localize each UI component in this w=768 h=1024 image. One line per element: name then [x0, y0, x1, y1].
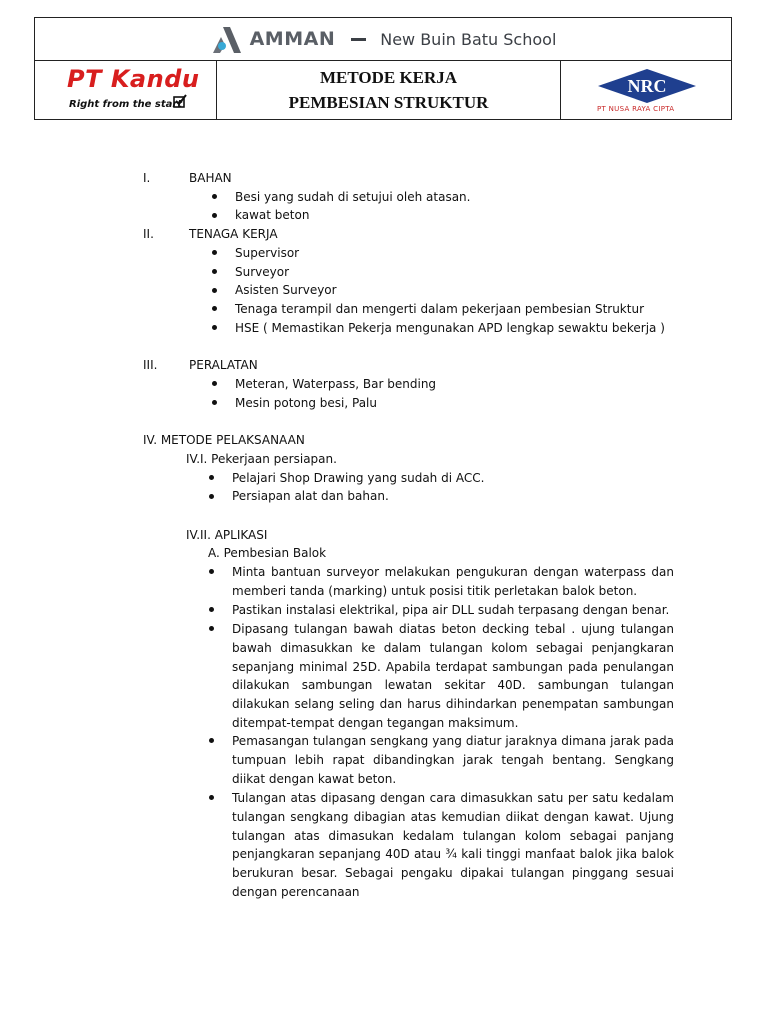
bullet-icon: [212, 194, 217, 199]
bullet-icon: [212, 306, 217, 311]
nrc-logo-icon: [598, 67, 696, 105]
section-title-peralatan: PERALATAN: [189, 358, 258, 372]
document-title-cell: [217, 61, 561, 119]
section-title-metode: IV. METODE PELAKSANAAN: [143, 433, 305, 447]
bullet-icon: [209, 795, 214, 800]
amman-wordmark: AMMAN: [249, 28, 336, 50]
section-number: III.: [143, 358, 158, 372]
section-number: I.: [143, 171, 151, 185]
list-item: Meteran, Waterpass, Bar bending: [235, 377, 437, 391]
nrc-logo-cell: [561, 61, 733, 119]
section-title-bahan: BAHAN: [189, 171, 232, 185]
bullet-icon: [209, 607, 214, 612]
amman-logo-icon: [210, 23, 244, 55]
kandu-logo-text: PT Kandu: [67, 65, 200, 93]
bullet-icon: [212, 325, 217, 330]
banner-dash: [351, 38, 366, 41]
checkbox-check-icon: [173, 94, 187, 108]
list-item: Surveyor: [235, 265, 290, 279]
list-item: Minta bantuan surveyor melakukan pengukuran dengan waterpass dan memberi tanda (marking) untuk posisi titik perletakan balok beton.: [232, 565, 674, 598]
list-item: Supervisor: [235, 246, 300, 260]
document-title-line1: METODE KERJA: [319, 68, 458, 87]
section-number: II.: [143, 227, 154, 241]
list-item: Mesin potong besi, Palu: [235, 396, 377, 410]
bullet-icon: [212, 269, 217, 274]
list-item: Persiapan alat dan bahan.: [232, 489, 389, 503]
list-item: Besi yang sudah di setujui oleh atasan.: [235, 190, 471, 204]
list-item: Asisten Surveyor: [235, 283, 337, 297]
list-item: Dipasang tulangan bawah diatas beton decking tebal . ujung tulangan bawah dimasukkan ke dalam tulangan kolom sebagai penjangkaran sepanjang minimal 25D. Apabila terdapat sambungan pada penulangan dilakukan sambungan lewatan sekitar 40D. sambungan tulangan dilakukan selang seling dan harus dihindarkan penempatan sambungan ditempat-tempat dengan tegangan maksimum.: [232, 622, 674, 730]
bullet-icon: [212, 381, 217, 386]
document-header: [34, 17, 732, 120]
list-item: Pemasangan tulangan sengkang yang diatur jaraknya dimana jarak pada tumpuan lebih rapat dibandingkan jarak tengah bentang. Sengkang diikat dengan kawat beton.: [232, 734, 674, 786]
project-name: New Buin Batu School: [380, 29, 557, 49]
header-row: [35, 61, 731, 119]
section-title-tenaga-kerja: TENAGA KERJA: [189, 227, 278, 241]
bullet-icon: [212, 213, 217, 218]
list-item: Tenaga terampil dan mengerti dalam pekerjaan pembesian Struktur: [235, 302, 645, 316]
list-item: HSE ( Memastikan Pekerja mengunakan APD lengkap sewaktu bekerja ): [235, 321, 665, 335]
list-item: kawat beton: [235, 208, 310, 222]
kandu-logo-cell: [35, 61, 217, 119]
subsection-title-aplikasi: IV.II. APLIKASI: [186, 528, 268, 542]
list-item: Pelajari Shop Drawing yang sudah di ACC.: [232, 471, 485, 485]
bullet-icon: [209, 569, 214, 574]
bullet-icon: [209, 738, 214, 743]
subsection-title-persiapan: IV.I. Pekerjaan persiapan.: [186, 452, 337, 466]
subsubsection-title-balok: A. Pembesian Balok: [208, 546, 327, 560]
document-title-line2: PEMBESIAN STRUKTUR: [288, 93, 489, 112]
bullet-icon: [212, 250, 217, 255]
nrc-logo-text: NRC: [627, 76, 667, 96]
nrc-company-name: PT NUSA RAYA CIPTA: [597, 105, 675, 113]
amman-logo: [210, 23, 557, 55]
bullet-icon: [209, 626, 214, 631]
bullet-icon: [209, 475, 214, 480]
kandu-tagline: Right from the start: [69, 99, 183, 110]
bullet-icon: [209, 494, 214, 499]
bullet-icon: [212, 288, 217, 293]
bullet-icon: [212, 400, 217, 405]
list-item: Pastikan instalasi elektrikal, pipa air DLL sudah terpasang dengan benar.: [232, 603, 670, 617]
list-item: Tulangan atas dipasang dengan cara dimasukkan satu per satu kedalam tulangan sengkang dibagian atas kemudian diikat dengan kawat. Ujung tulangan atas dimasukan kedalam tulangan kolom sebagai panjang penjangkaran sepanjang 40D atau ¾ kali tinggi manfaat balok jika balok berukuran besar. Sebagai pengaku dipakai tulangan pinggang sesuai dengan perencanaan: [232, 791, 674, 899]
project-banner: [35, 18, 731, 61]
